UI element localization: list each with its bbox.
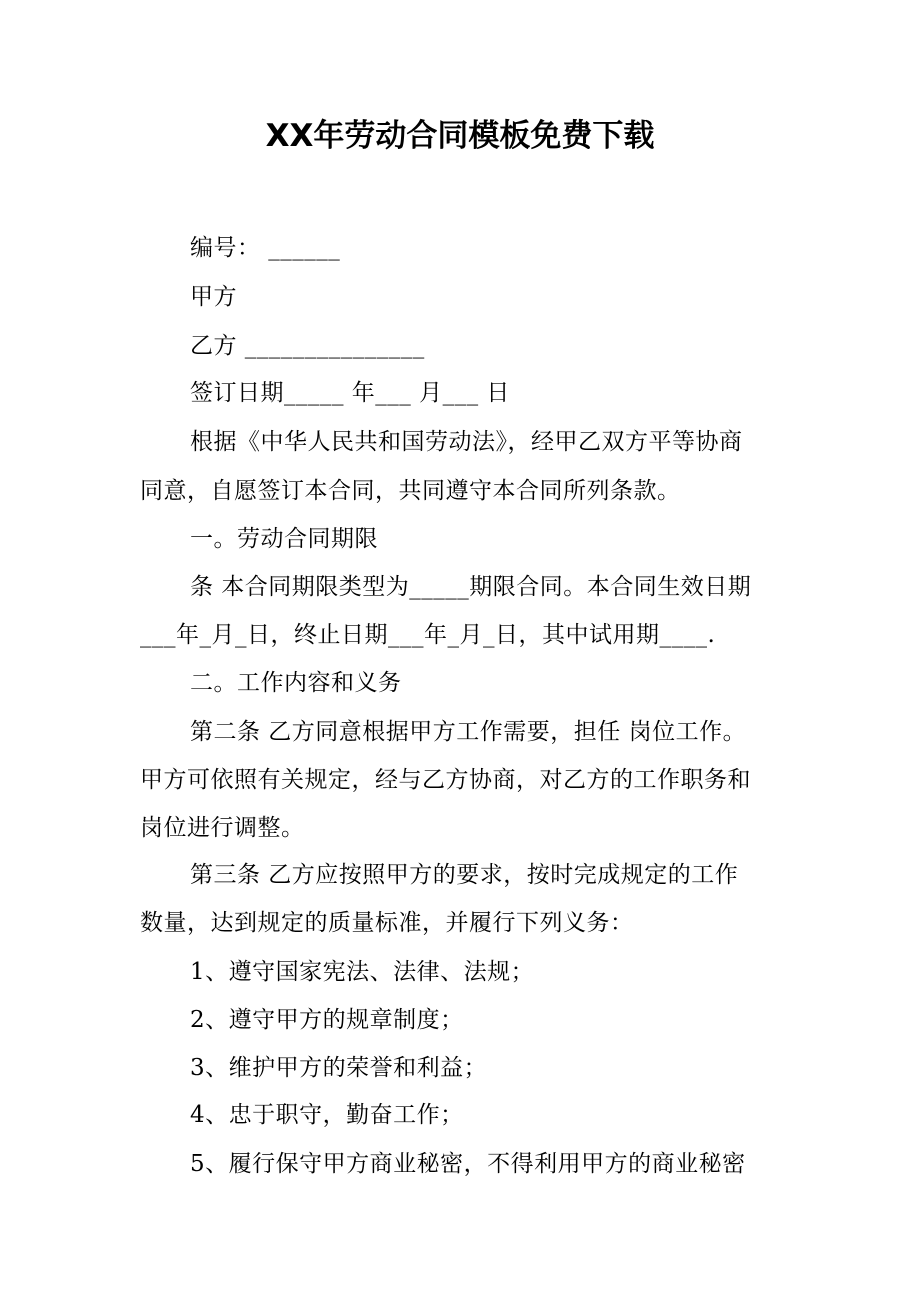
article-3-line-1: 第三条 乙方应按照甲方的要求，按时完成规定的工作 bbox=[190, 862, 739, 888]
list-item-3: 3、维护甲方的荣誉和利益； bbox=[190, 1055, 488, 1081]
list-item-4: 4、忠于职守，勤奋工作； bbox=[190, 1102, 464, 1128]
document-title: XX年劳动合同模板免费下载 bbox=[265, 118, 655, 154]
article-1-line-2: ___年_月_日，终止日期___年_月_日，其中试用期____. bbox=[140, 622, 716, 648]
party-b-line: 乙方 _______________ bbox=[190, 333, 425, 359]
article-1-line-1: 条 本合同期限类型为_____期限合同。本合同生效日期 bbox=[190, 574, 752, 600]
article-3-line-2: 数量，达到规定的质量标准，并履行下列义务： bbox=[140, 910, 634, 936]
signing-date-line: 签订日期_____ 年___ 月___ 日 bbox=[190, 380, 510, 406]
section-heading-term: 一。劳动合同期限 bbox=[190, 526, 378, 552]
section-heading-duties: 二。工作内容和义务 bbox=[190, 670, 402, 696]
list-item-1: 1、遵守国家宪法、法律、法规； bbox=[190, 959, 535, 985]
contract-number-line: 编号： ______ bbox=[190, 235, 341, 261]
article-2-line-2: 甲方可依照有关规定，经与乙方协商，对乙方的工作职务和 bbox=[140, 767, 751, 793]
article-2-line-3: 岗位进行调整。 bbox=[140, 815, 305, 841]
party-a-line: 甲方 bbox=[190, 284, 237, 310]
list-item-5: 5、履行保守甲方商业秘密，不得利用甲方的商业秘密 bbox=[190, 1151, 746, 1177]
article-2-line-1: 第二条 乙方同意根据甲方工作需要，担任 岗位工作。 bbox=[190, 719, 747, 745]
preamble-line-1: 根据《中华人民共和国劳动法》，经甲乙双方平等协商 bbox=[190, 429, 743, 455]
preamble-line-2: 同意，自愿签订本合同，共同遵守本合同所列条款。 bbox=[140, 478, 681, 504]
list-item-2: 2、遵守甲方的规章制度； bbox=[190, 1007, 464, 1033]
